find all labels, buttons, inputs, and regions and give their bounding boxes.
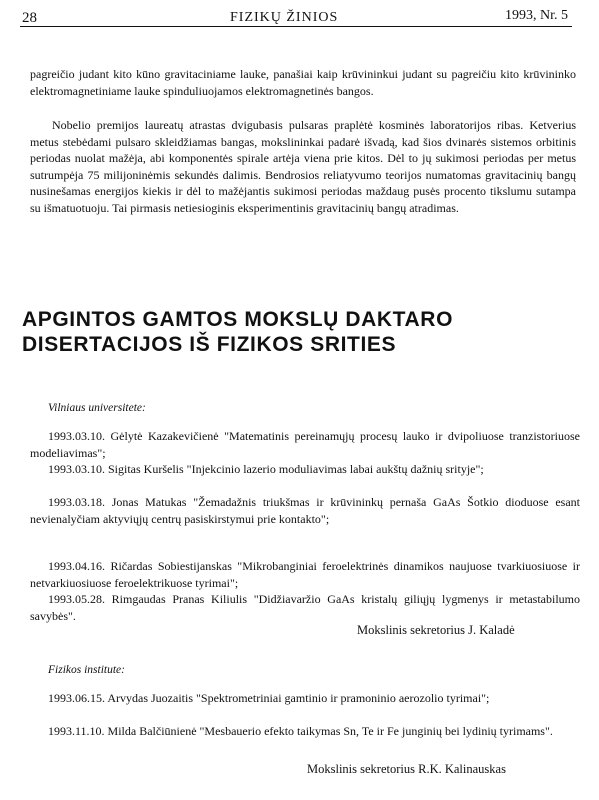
signature-fizikos: Mokslinis sekretorius R.K. Kalinauskas <box>307 762 506 776</box>
page-header <box>20 6 572 27</box>
intro-paragraph-1: pagreičio judant kito kūno gravitaciniame lauke, panašiai kaip krūvininkui judant su pagreičiu kito krūvininko elektromagnetiniame lauke spinduliuojamos elektromagnetinės bangos. <box>30 67 576 98</box>
page-number: 28 <box>22 10 37 26</box>
institution-heading-vilnius: Vilniaus universitete: <box>48 402 146 414</box>
signature-vilnius: Mokslinis sekretorius J. Kaladė <box>357 623 515 637</box>
thesis-entry: 1993.03.18. Jonas Matukas "Žemadažnis triukšmas ir krūvininkų pernaša GaAs Šotkio dioduose esant nevienalyčiam aktyviųjų centrų pasiskirstymui prie kontakto"; <box>30 495 580 526</box>
institution-heading-fizikos: Fizikos institute: <box>48 664 125 676</box>
thesis-entry: 1993.05.28. Rimgaudas Pranas Kiliulis "Didžiavaržio GaAs kristalų giliųjų lygmenys ir metastabilumo savybės". <box>30 592 580 623</box>
issue-number: 1993, Nr. 5 <box>505 8 568 23</box>
intro-paragraph-2: Nobelio premijos laureatų atrastas dvigubasis pulsaras praplėtė kosminės laboratorijos ribas. Ketverius metus stebėdami pulsaro skleidžiamas bangas, mokslininkai padarė išvadą, kad šios dvinarės sistemos orbitinis periodas nuolat mažėja, abi komponentės spirale artėja viena prie kitos. Dėl to jų sukimosi periodas per metus sutrumpėja 75 milijoninėmis sekundės dalimis. Bendrosios reliatyvumo teorijos numatomas gravitacinių bangų nusinešamas energijos kiekis ir dėl to mažėjantis sukimosi periodas maždaug pusės procento tikslumu sutampa su išmatuotuoju. Tai pirmasis netiesioginis eksperimentinis gravitacinių bangų atradimas. <box>30 118 576 215</box>
thesis-entry: 1993.06.15. Arvydas Juozaitis "Spektrometriniai gamtinio ir pramoninio aerozolio tyrimai"; <box>48 691 490 705</box>
thesis-entry: 1993.04.16. Ričardas Sobiestijanskas "Mikrobanginiai feroelektrinės dinamikos naujuose tvarkiuosiuose ir netvarkiuosiuose feroelektrikuose tyrimai"; <box>30 559 580 590</box>
thesis-entry: 1993.03.10. Gėlytė Kazakevičienė "Matematinis pereinamųjų procesų lauko ir dvipoliuose tranzistoriuose modeliavimas"; <box>30 429 580 460</box>
thesis-entry: 1993.11.10. Milda Balčiūnienė "Mesbauerio efekto taikymas Sn, Te ir Fe junginių bei lydinių tyrimams". <box>48 724 553 738</box>
thesis-entry: 1993.03.10. Sigitas Kuršelis "Injekcinio lazerio moduliavimas labai aukštų dažnių srityje"; <box>48 462 484 476</box>
section-title: APGINTOS GAMTOS MOKSLŲ DAKTARO DISERTACIJOS IŠ FIZIKOS SRITIES <box>22 308 454 356</box>
journal-title: FIZIKŲ ŽINIOS <box>230 10 339 25</box>
